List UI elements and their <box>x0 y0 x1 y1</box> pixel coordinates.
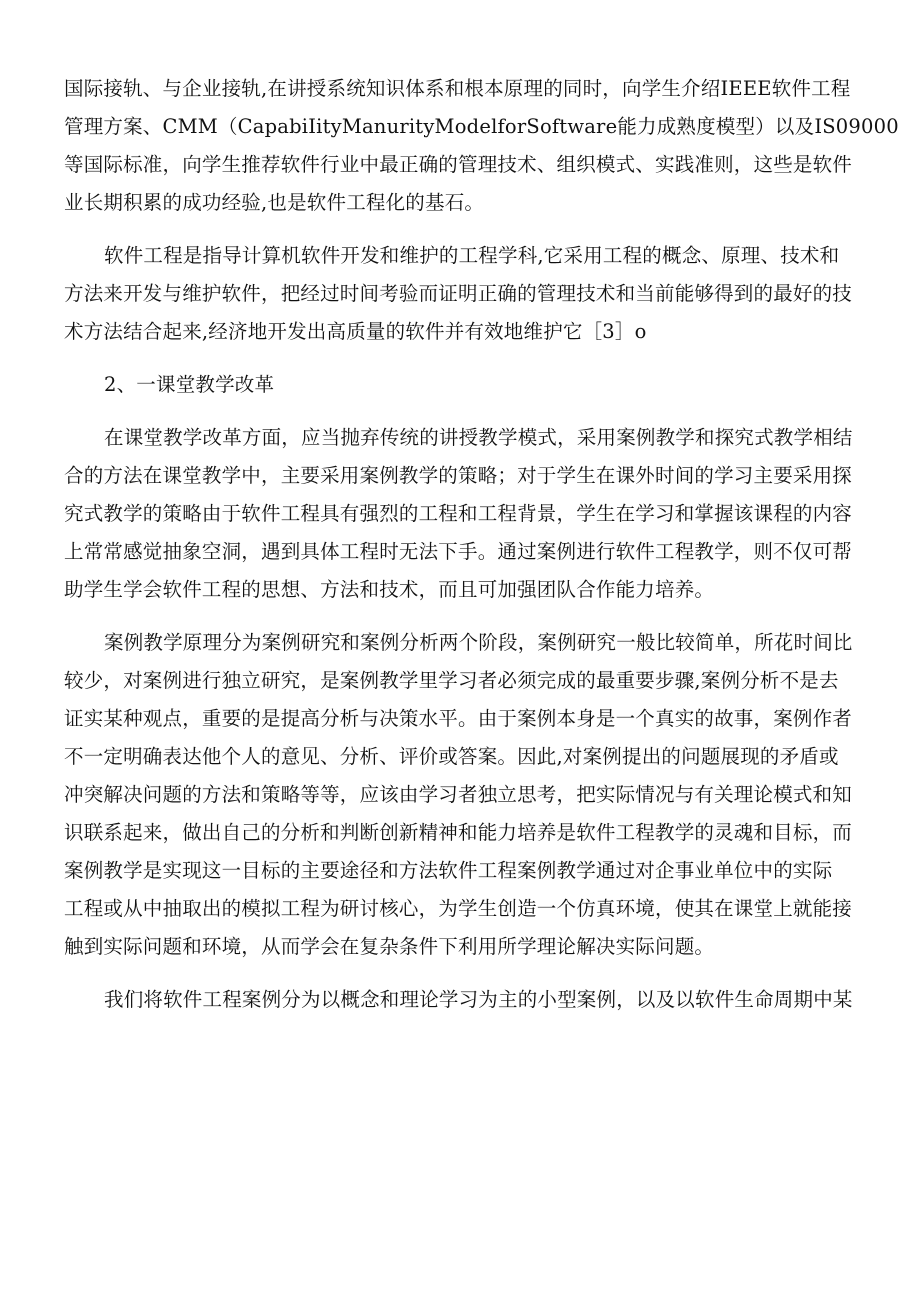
paragraph-case-categories <box>64 981 864 1019</box>
paragraph-case-teaching <box>64 624 864 966</box>
text-line: 方法来开发与维护软件，把经过时间考验而证明正确的管理技术和当前能够得到的最好的技 <box>64 282 853 305</box>
text-line: 助学生学会软件工程的思想、方法和技术，而且可加强团队合作能力培养。 <box>64 578 715 601</box>
text-line: 究式教学的策略由于软件工程具有强烈的工程和工程背景，学生在学习和掌握该课程的内容 <box>64 502 853 525</box>
text-line: 术方法结合起来,经济地开发出高质量的软件并有效地维护它［3］o <box>64 320 647 343</box>
text-line: 我们将软件工程案例分为以概念和理论学习为主的小型案例，以及以软件生命周期中某 <box>104 988 853 1011</box>
text-line: 较少，对案例进行独立研究，是案例教学里学习者必须完成的最重要步骤,案例分析不是去 <box>64 669 839 692</box>
text-line: 等国际标准，向学生推荐软件行业中最正确的管理技术、组织模式、实践准则，这些是软件 <box>64 153 853 176</box>
section-heading-text: 2、一课堂教学改革 <box>104 373 275 396</box>
text-line: 管理方案、CMM（CapabiIityManurityModelforSoftware能力成熟度模型）以及IS09000 <box>64 115 899 138</box>
section-heading <box>64 366 864 404</box>
paragraph-classroom-reform <box>64 419 864 609</box>
text-line: 识联系起来，做出自己的分析和判断创新精神和能力培养是软件工程教学的灵魂和目标，而 <box>64 821 853 844</box>
text-line: 合的方法在课堂教学中，主要采用案例教学的策略；对于学生在课外时间的学习主要采用探 <box>64 464 853 487</box>
paragraph-intro <box>64 70 899 222</box>
text-line: 不一定明确表达他个人的意见、分析、评价或答案。因此,对案例提出的问题展现的矛盾或 <box>64 745 839 768</box>
text-line: 在课堂教学改革方面，应当抛弃传统的讲授教学模式，采用案例教学和探究式教学相结 <box>104 426 853 449</box>
text-line: 软件工程是指导计算机软件开发和维护的工程学科,它采用工程的概念、原理、技术和 <box>104 244 840 267</box>
text-line: 工程或从中抽取出的模拟工程为研讨核心，为学生创造一个仿真环境，使其在课堂上就能接 <box>64 897 853 920</box>
text-line: 案例教学原理分为案例研究和案例分析两个阶段，案例研究一般比较简单，所花时间比 <box>104 631 853 654</box>
text-line: 案例教学是实现这一目标的主要途径和方法软件工程案例教学通过对企事业单位中的实际 <box>64 859 833 882</box>
text-line: 业长期积累的成功经验,也是软件工程化的基石。 <box>64 191 485 214</box>
text-line: 证实某种观点，重要的是提高分析与决策水平。由于案例本身是一个真实的故事，案例作者 <box>64 707 853 730</box>
document-page <box>64 70 899 1019</box>
text-line: 国际接轨、与企业接轨,在讲授系统知识体系和根本原理的同时，向学生介绍IEEE软件工程 <box>64 77 851 100</box>
text-line: 触到实际问题和环境，从而学会在复杂条件下利用所学理论解决实际问题。 <box>64 935 715 958</box>
paragraph-definition <box>64 237 864 351</box>
text-line: 上常常感觉抽象空洞，遇到具体工程时无法下手。通过案例进行软件工程教学，则不仅可帮 <box>64 540 853 563</box>
text-line: 冲突解决问题的方法和策略等等，应该由学习者独立思考，把实际情况与有关理论模式和知 <box>64 783 853 806</box>
